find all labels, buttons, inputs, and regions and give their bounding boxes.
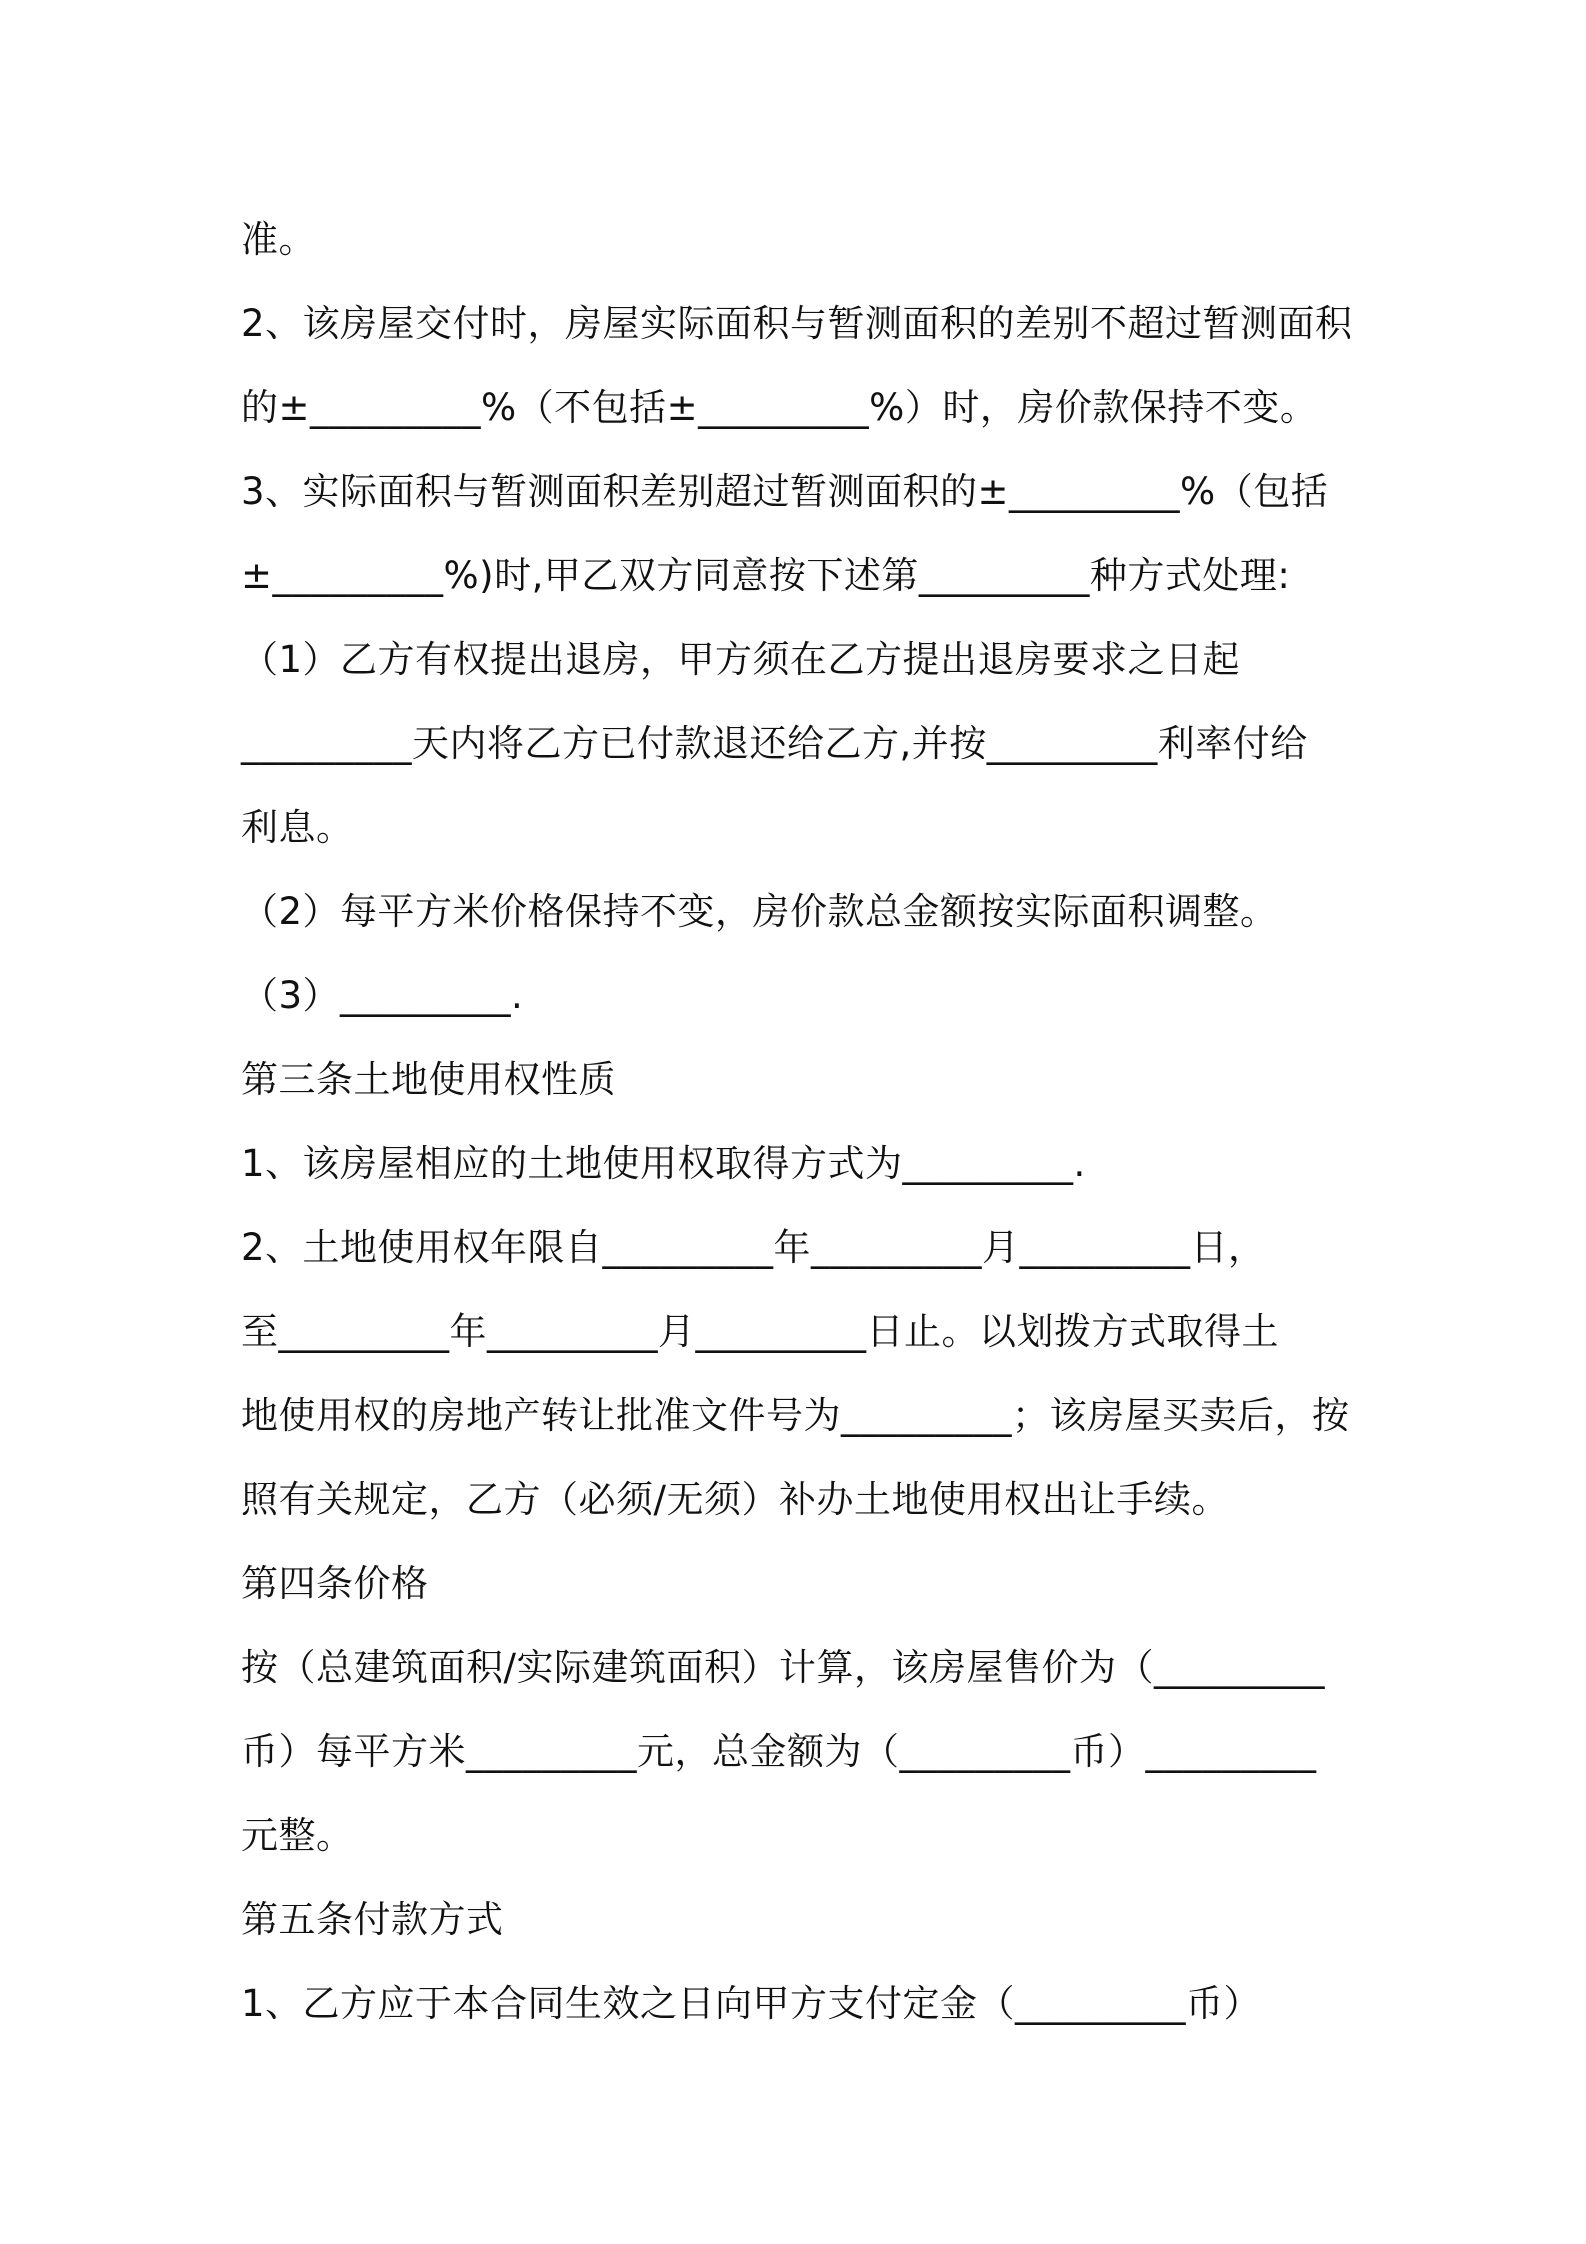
section-heading: 第四条价格 — [241, 1562, 429, 1605]
text-line: 按（总建筑面积/实际建筑面积）计算，该房屋售价为（_________ — [241, 1646, 1325, 1689]
text-line: 2、土地使用权年限自_________年_________月_________日， — [241, 1226, 1266, 1269]
text-line: 至_________年_________月_________日止。以划拨方式取得土 — [241, 1310, 1279, 1353]
text-line: 照有关规定，乙方（必须/无须）补办土地使用权出让手续。 — [241, 1478, 1229, 1521]
text-line: （2）每平方米价格保持不变，房价款总金额按实际面积调整。 — [241, 890, 1278, 933]
text-line: 1、乙方应于本合同生效之日向甲方支付定金（_________币） — [241, 1982, 1262, 2025]
text-line: 的±_________%（不包括±_________%）时，房价款保持不变。 — [241, 386, 1318, 429]
text-line: 1、该房屋相应的土地使用权取得方式为_________. — [241, 1142, 1086, 1185]
text-line: _________天内将乙方已付款退还给乙方,并按_________利率付给 — [241, 722, 1308, 765]
text-line: （1）乙方有权提出退房，甲方须在乙方提出退房要求之日起 — [241, 638, 1241, 681]
text-line: 准。 — [241, 218, 316, 261]
text-line — [241, 282, 1353, 366]
document-body — [241, 198, 1353, 2046]
text-line: 元整。 — [241, 1814, 354, 1857]
section-heading: 第三条土地使用权性质 — [241, 1058, 616, 1101]
text-line: 币）每平方米_________元，总金额为（_________币）_________ — [241, 1730, 1317, 1773]
text-line: ±_________%)时,甲乙双方同意按下述第_________种方式处理: — [241, 554, 1291, 597]
text-line: 3、实际面积与暂测面积差别超过暂测面积的±_________%（包括 — [241, 470, 1329, 513]
section-heading: 第五条付款方式 — [241, 1898, 504, 1941]
text-line: 利息。 — [241, 806, 354, 849]
text-line: 地使用权的房地产转让批准文件号为_________；该房屋买卖后，按 — [241, 1394, 1350, 1437]
text-line-content: 2、该房屋交付时，房屋实际面积与暂测面积的差别不超过暂测面积 — [241, 302, 1353, 345]
text-line: （3）_________. — [241, 974, 524, 1017]
